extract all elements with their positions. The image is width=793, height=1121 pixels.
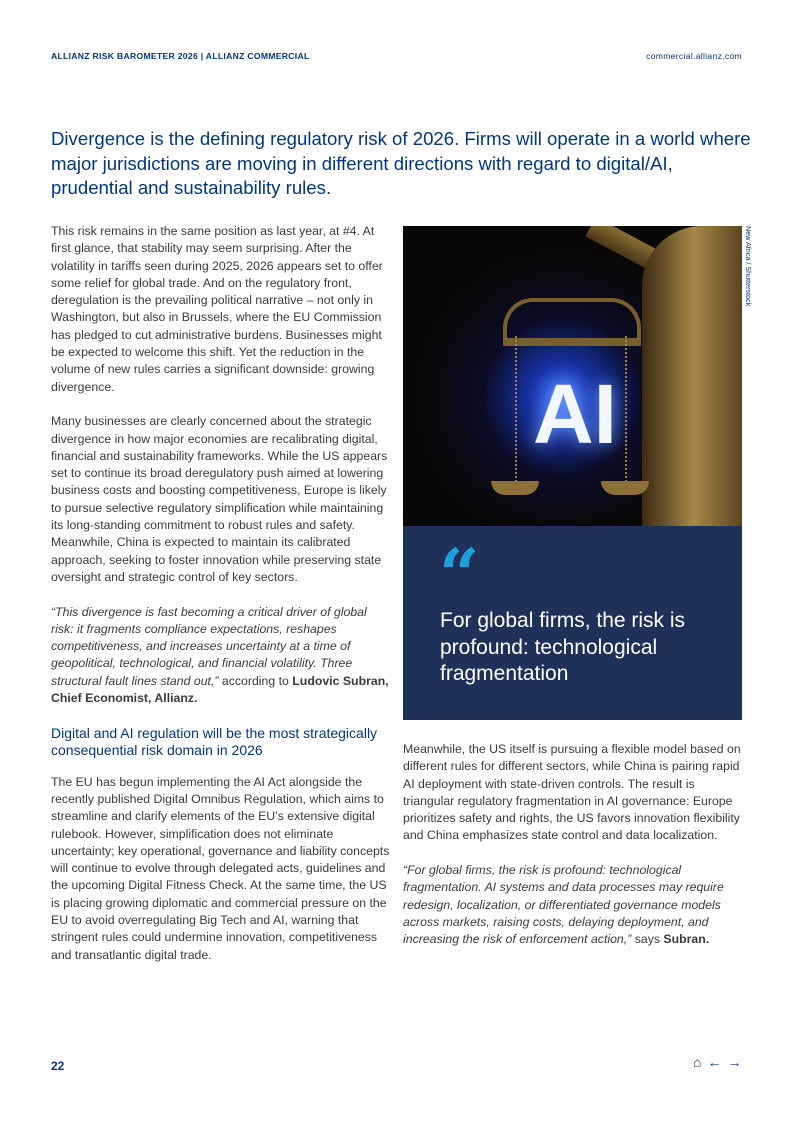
scale-chain bbox=[625, 336, 629, 486]
arrow-right-icon[interactable]: → bbox=[727, 1054, 742, 1070]
home-icon[interactable]: ⌂ bbox=[693, 1054, 702, 1070]
paragraph: This risk remains in the same position as last year, at #4. At first glance, that stability may seem surprising. After the volatility in tariffs seen during 2025, 2026 appears set to offer some relief for global trade. And on the regulatory front, deregulation is the prevailing political narrative – not only in Washington, but also in Brussels, where the EU Commission has pledged to cut administrative burdens. Businesses might be expected to welcome this shift. Yet the reduction in the volume of new rules carries a significant downside: growing divergence. bbox=[51, 224, 383, 394]
left-column bbox=[51, 223, 391, 981]
scale-pan bbox=[491, 481, 539, 495]
pull-quote-text: For global firms, the risk is profound: technological fragmentation bbox=[440, 609, 686, 685]
quote-text: “For global firms, the risk is profound: technological fragmentation. AI systems and data processes may require redesign, localization, or differentiated governance models across markets, raising costs, delaying deployment, and increasing the risk of enforcement action,” bbox=[403, 863, 724, 947]
section-subheading: Digital and AI regulation will be the most strategically consequential risk domain in 2026 bbox=[51, 724, 378, 759]
image-credit: New Africa / Shutterstock bbox=[744, 226, 753, 307]
arrow-left-icon[interactable]: ← bbox=[707, 1054, 722, 1070]
site-link[interactable]: commercial.allianz.com bbox=[646, 51, 742, 61]
quote-paragraph bbox=[403, 862, 743, 948]
quote-paragraph bbox=[51, 604, 391, 708]
quote-author: Subran. bbox=[663, 932, 710, 947]
ai-glow-label: AI bbox=[533, 367, 617, 461]
quote-mark-icon: “ bbox=[439, 533, 480, 616]
paragraph: The EU has begun implementing the AI Act alongside the recently published Digital Omnibus Regulation, which aims to streamline and clarify elements of the EU’s extensive digital rulebook. However, simplification does not eliminate uncertainty; key operational, governance and liability concepts will continue to evolve through delegated acts, guidelines and the upcoming Digital Fitness Check. At the same time, the US is placing growing diplomatic and commercial pressure on the EU to avoid overregulating Big Tech and AI, warning that stringent rules could undermine innovation, competitiveness and transatlantic digital trade. bbox=[51, 774, 390, 962]
quote-attribution-text: according to bbox=[218, 673, 293, 688]
scale-beam bbox=[503, 298, 641, 346]
pull-quote bbox=[403, 526, 742, 720]
paragraph: Many businesses are clearly concerned about the strategic divergence in how major economies are recalibrating digital, financial and sustainability frameworks. While the US appears set to continue its broad deregulatory push aimed at lowering business costs and boosting competitiveness, Europe is likely to pursue selective regulatory simplification while maintaining its long-standing commitment to robust rules and safety. Meanwhile, China is expected to maintain its calibrated approach, seeking to foster innovation while preserving state oversight and strategic control of key sectors. bbox=[51, 414, 388, 584]
paragraph: Meanwhile, the US itself is pursuing a flexible model based on different rules for different sectors, while China is pairing rapid AI deployment with state-driven controls. The result is triangular regulatory fragmentation in AI governance: Europe prioritizes safety and rights, the US favors innovation flexibility and China emphasizes state control and data localization. bbox=[403, 742, 741, 843]
page-navigation bbox=[693, 1054, 741, 1070]
running-header-title: ALLIANZ RISK BAROMETER 2026 | ALLIANZ COMMERCIAL bbox=[51, 51, 310, 61]
scale-pan bbox=[601, 481, 649, 495]
page-number: 22 bbox=[51, 1059, 65, 1073]
scale-chain bbox=[515, 336, 519, 486]
right-column bbox=[403, 741, 743, 966]
statue bbox=[642, 226, 742, 526]
quote-text: “This divergence is fast becoming a critical driver of global risk: it fragments compliance expectations, reshapes competitiveness, and increases uncertainty at a time of geopolitical, technological, and financial volatility. Three structural fault lines stand out,” bbox=[51, 604, 367, 688]
page-headline: Divergence is the defining regulatory risk of 2026. Firms will operate in a world where major jurisdictions are moving in different directions with regard to digital/AI, prudential and sustainability rules. bbox=[51, 128, 751, 198]
quote-author: Ludovic Subran, Chief Economist, Allianz. bbox=[51, 673, 389, 706]
quote-attribution-text: says bbox=[631, 932, 664, 947]
lady-justice-ai-image bbox=[403, 226, 742, 526]
